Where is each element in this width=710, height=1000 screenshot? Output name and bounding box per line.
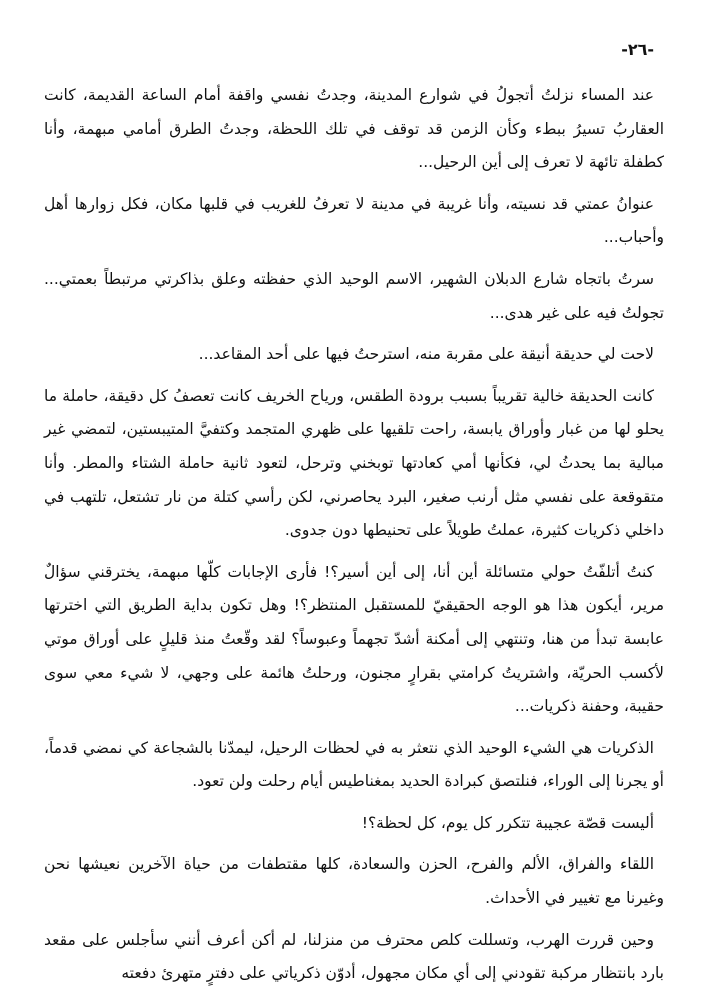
body-text: [44, 79, 664, 999]
paragraph: وحين قررت الهرب، وتسللت كلص محترف من منزلنا، لم أكن أعرف أنني سأجلس على مقعد بارد بانتظار مركبة تقودني إلى أي مكان مجهول، أدوّن ذكرياتي على دفترٍ متهرئ دفعته: [44, 930, 664, 983]
paragraph: عنوانُ عمتي قد نسيته، وأنا غريبة في مدينة لا تعرفُ للغريب في قلبها مكان، فكل زوارها أهل وأحباب...: [44, 194, 664, 247]
paragraph: عند المساء نزلتُ أتجولُ في شوارع المدينة، وجدتُ نفسي واقفة أمام الساعة القديمة، كانت العقاربُ تسيرُ ببطء وكأن الزمن قد توقف في تلك اللحظة، وجدتُ الطرق أمامي مبهمة، وأنا كطفلة تائهة لا تعرف إلى أين الرحيل...: [44, 86, 664, 172]
paragraph: كانت الحديقة خالية تقريباً بسبب برودة الطقس، ورياح الخريف كانت تعصفُ كل دقيقة، حاملة ما يحلو لها من غبار وأوراق يابسة، راحت تلقيها على ظهري المتجمد وكتفيَّ المتيبستين، لتمضي غير مبالية بما يحدثُ لي، فكأنها أمي كعادتها توبخني وترحل، لتعود ثانية حاملة الشتاء والمطر. وأنا متقوقعة على نفسي مثل أرنب صغير، البرد يحاصرني، لكن رأسي كتلة من نار تشتعل، تلتهب في داخلي ذكريات كثيرة، عملتُ طويلاً على تحنيطها دون جدوى.: [44, 386, 664, 540]
page-number: -٢٦-: [621, 40, 654, 59]
paragraph: أليست قصّة عجيبة تتكرر كل يوم، كل لحظة؟!: [361, 813, 654, 832]
paragraph: كنتُ أتلفّتُ حولي متسائلة أين أنا، إلى أين أسير؟! فأرى الإجابات كلّها مبهمة، يخترقني سؤالٌ مرير، أيكون هذا هو الوجه الحقيقيّ للمستقبل المنتظر؟! وهل تكون بداية الطريق التي اخترتها عابسة تبدأ من هنا، وتنتهي إلى أمكنة أشدّ تجهماً وعبوساً؟ لقد وقّعتُ منذ قليلٍ على أوراق موتي لأكسب الحريّة، واشتريتُ كرامتي بقرارٍ مجنون، ورحلتُ هائمة على وجهي، لا شيء معي سوى حقيبة، وحفنة ذكريات...: [44, 562, 664, 716]
paragraph: سرتُ باتجاه شارع الدبلان الشهير، الاسم الوحيد الذي حفظته وعلق بذاكرتي مرتبطاً بعمتي... تجولتُ فيه على غير هدى...: [44, 269, 664, 322]
paragraph: الذكريات هي الشيء الوحيد الذي نتعثر به في لحظات الرحيل، ليمدّنا بالشجاعة كي نمضي قدماً، أو يجرنا إلى الوراء، فنلتصق كبرادة الحديد بمغناطيس أيام رحلت ولن تعود.: [44, 738, 664, 791]
paragraph: لاحت لي حديقة أنيقة على مقربة منه، استرحتُ فيها على أحد المقاعد...: [198, 345, 654, 364]
paragraph: اللقاء والفراق، الألم والفرح، الحزن والسعادة، كلها مقتطفات من حياة الآخرين نعيشها نحن وغيرنا مع تغيير في الأحداث.: [44, 855, 664, 908]
